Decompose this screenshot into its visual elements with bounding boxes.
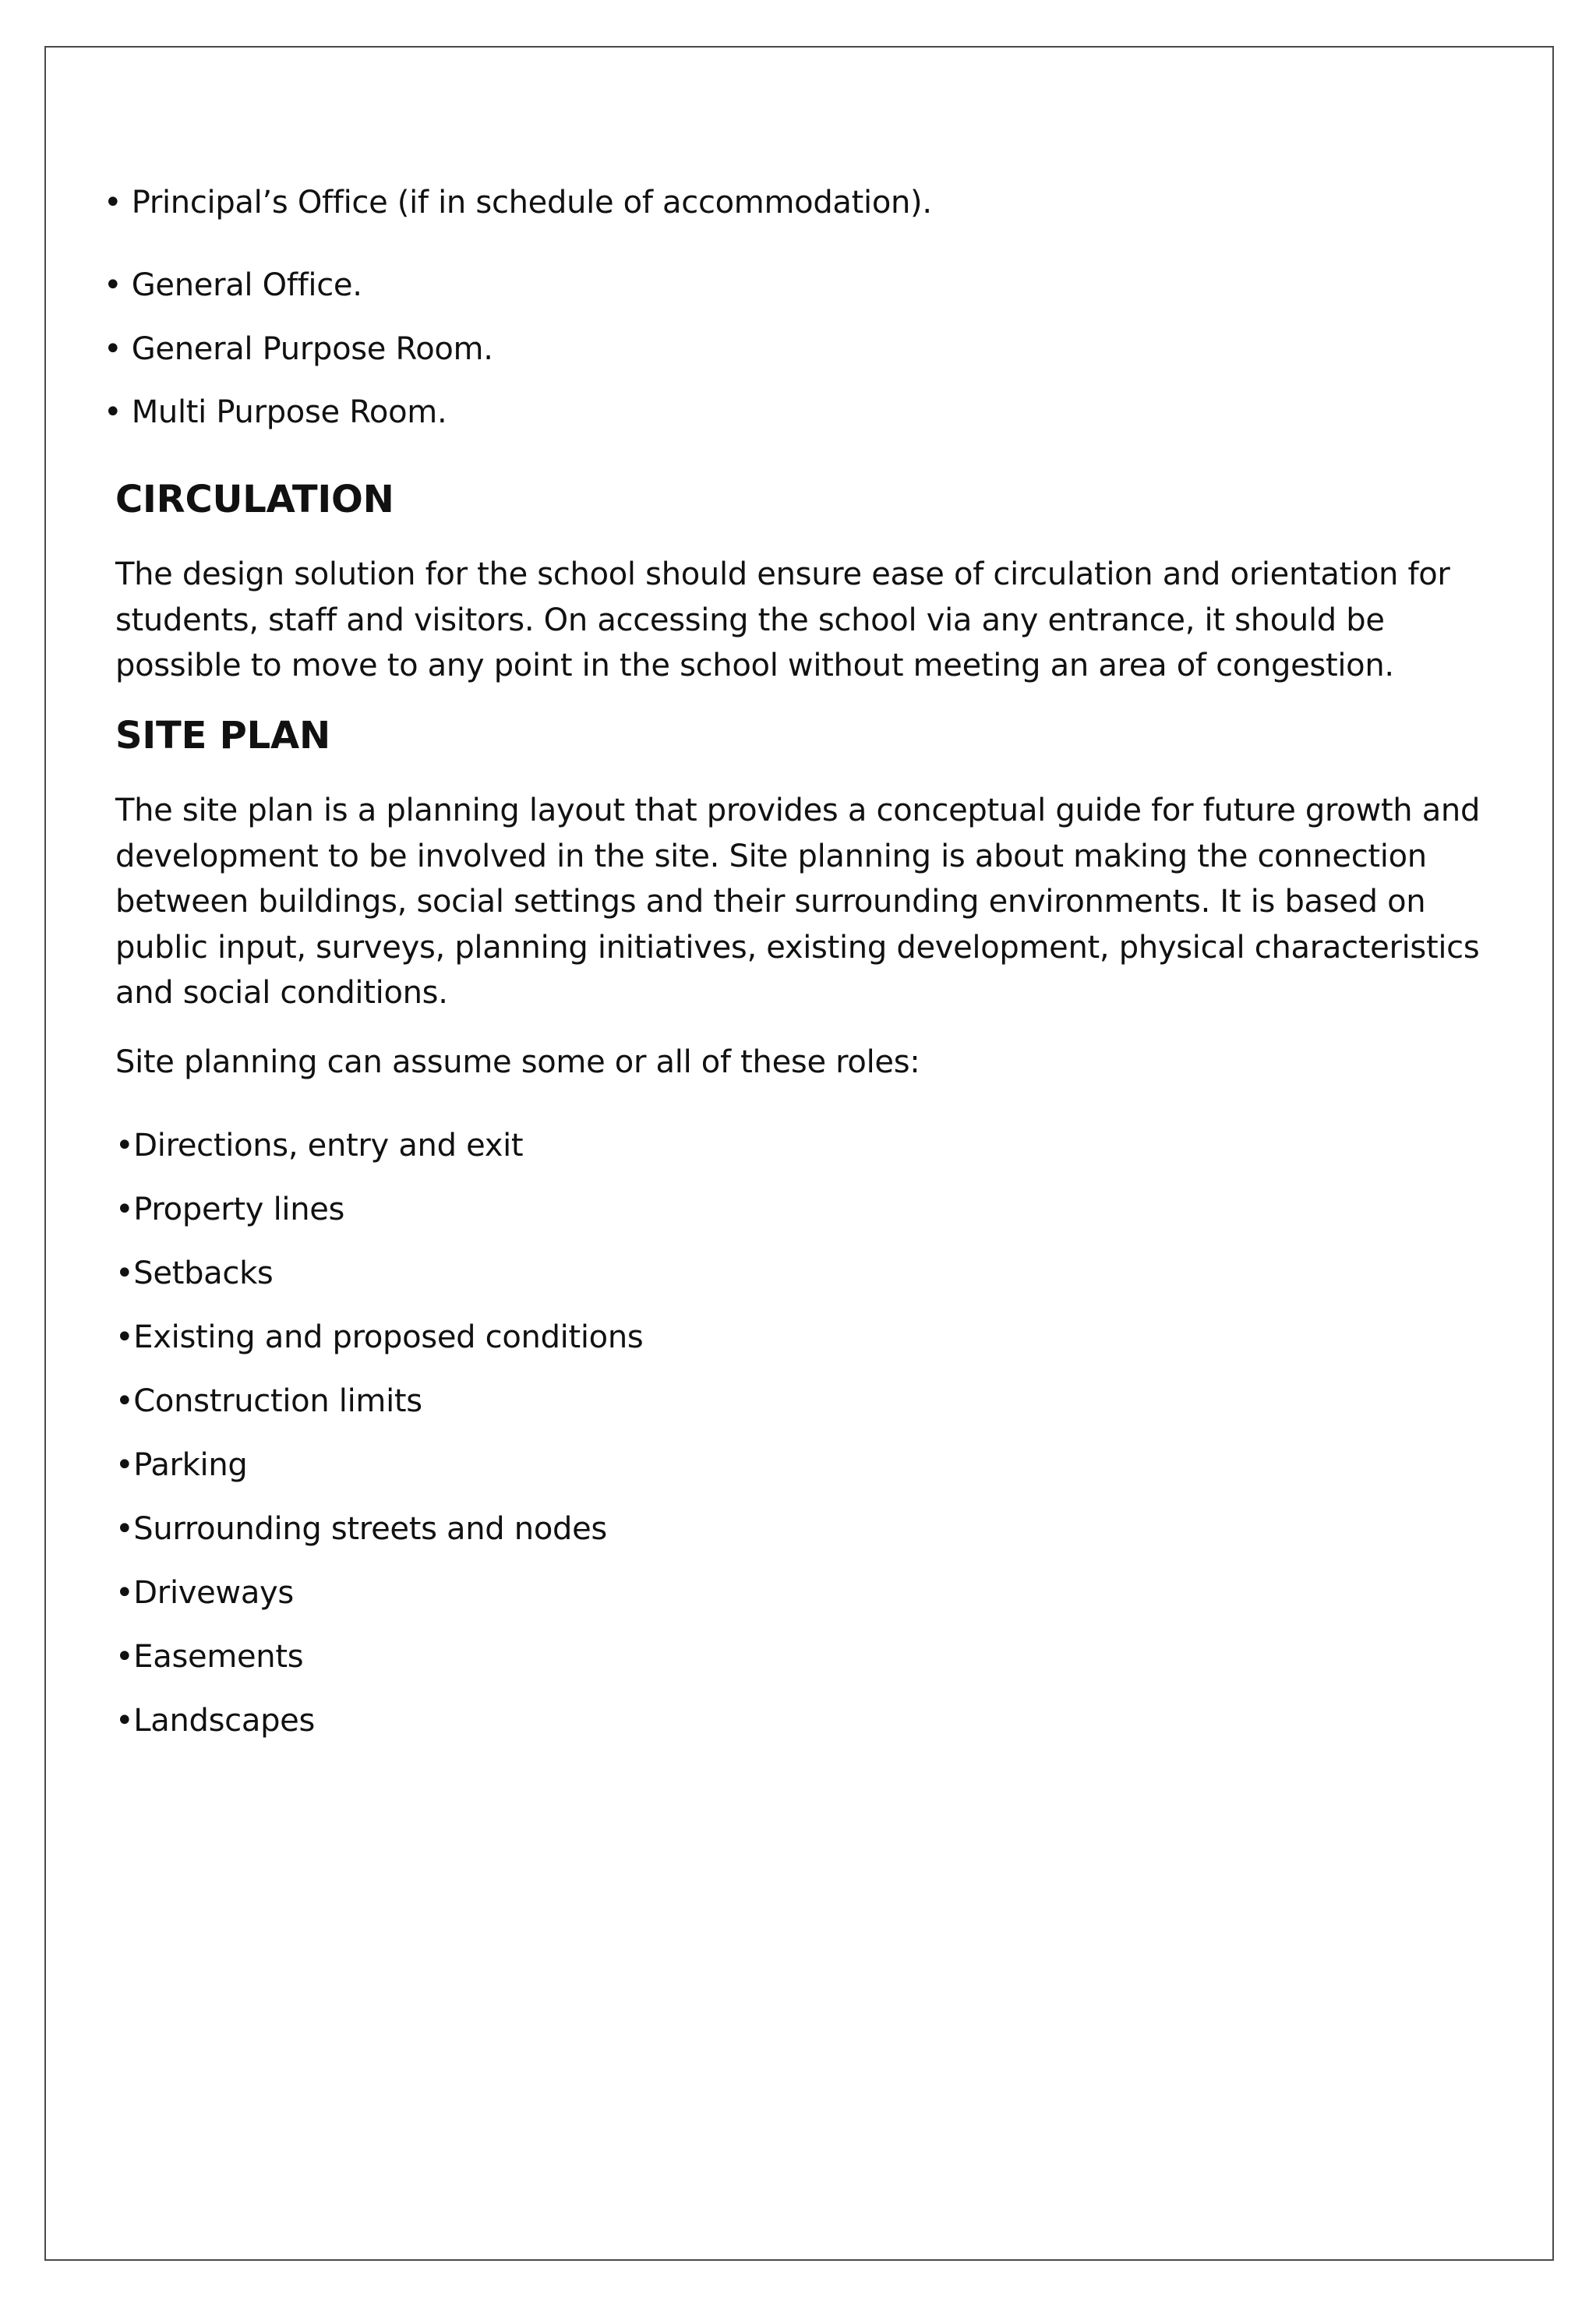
- bullet-general-purpose-room: • General Purpose Room.: [104, 331, 493, 367]
- heading-circulation: CIRCULATION: [115, 478, 394, 521]
- bullet-general-office: • General Office.: [104, 267, 362, 303]
- role-item: •Property lines: [115, 1192, 345, 1227]
- role-item: •Directions, entry and exit: [115, 1128, 524, 1164]
- role-item: •Easements: [115, 1639, 304, 1675]
- heading-site-plan: SITE PLAN: [115, 714, 330, 757]
- role-item: •Surrounding streets and nodes: [115, 1511, 607, 1547]
- bullet-principals-office: • Principal’s Office (if in schedule of accommodation).: [104, 185, 932, 221]
- role-item: •Parking: [115, 1447, 248, 1483]
- role-item: •Landscapes: [115, 1703, 316, 1739]
- role-item: •Existing and proposed conditions: [115, 1319, 644, 1355]
- role-item: •Setbacks: [115, 1255, 274, 1291]
- role-item: •Driveways: [115, 1575, 294, 1611]
- site-plan-roles-intro: Site planning can assume some or all of these roles:: [115, 1044, 920, 1080]
- bullet-multi-purpose-room: • Multi Purpose Room.: [104, 394, 447, 430]
- circulation-paragraph: The design solution for the school should ensure ease of circulation and orientation for students, staff and visitors. On accessing the school via any entrance, it should be possible to move to any point in the school without meeting an area of congestion.: [115, 556, 1450, 683]
- role-item: •Construction limits: [115, 1383, 422, 1419]
- site-plan-paragraph: The site plan is a planning layout that provides a conceptual guide for future growth and development to be involved in the site. Site planning is about making the connection between buildings, social settings and their surrounding environments. It is based on public input, surveys, planning initiatives, existing development, physical characteristics and social conditions.: [115, 793, 1481, 1011]
